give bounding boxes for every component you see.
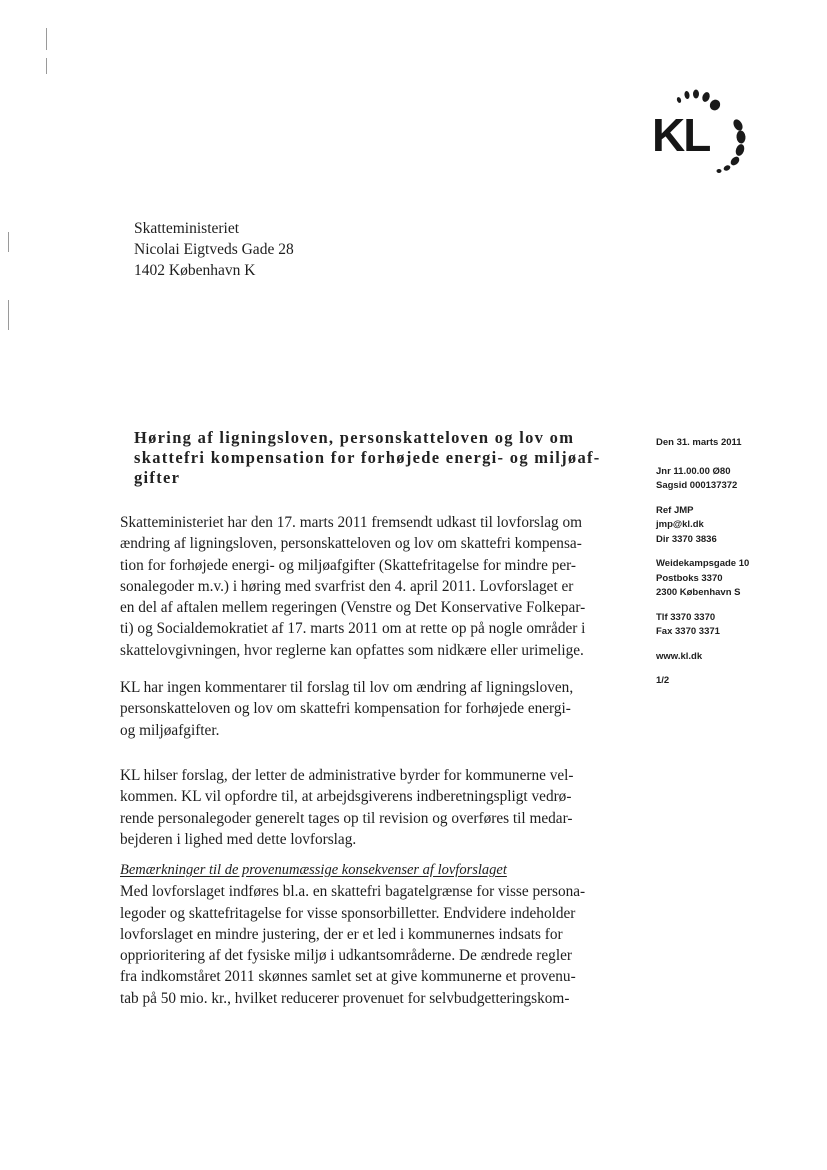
page-number-block xyxy=(656,674,806,689)
text-line: fra indkomståret 2011 skønnes samlet set at give kommunerne et provenu- xyxy=(120,968,576,986)
phone: Tlf 3370 3370 xyxy=(656,611,716,623)
title-line: Høring af ligningsloven, personskatteloven og lov om xyxy=(134,428,575,447)
text-line: tab på 50 mio. kr., hvilket reducerer provenuet for selvbudgetteringskom- xyxy=(120,989,570,1007)
text-line: opprioritering af det fysiske miljø i udkantsområderne. De ændrede regler xyxy=(120,947,572,965)
scan-mark xyxy=(46,58,47,74)
text-line: personskatteloven og lov om skattefri kompensation for forhøjede energi- xyxy=(120,700,571,718)
recipient-name: Skatteministeriet xyxy=(134,220,240,237)
text-line: sonalegoder m.v.) i høring med svarfrist den 4. april 2011. Lovforslaget er xyxy=(120,577,574,595)
text-line: tion for forhøjede energi- og miljøafgifter (Skattefritagelse for mindre per- xyxy=(120,556,577,574)
sender-postbox: Postboks 3370 xyxy=(656,572,723,584)
text-line: kommen. KL vil opfordre til, at arbejdsgiverens indberetningspligt vedrø- xyxy=(120,788,572,806)
text-line: ændring af ligningsloven, personskatteloven og lov om skattefri kompensa- xyxy=(120,535,582,553)
letter-date: Den 31. marts 2011 xyxy=(656,437,742,448)
text-line: ti) og Socialdemokratiet af 17. marts 2011 om at rette op på nogle områder i xyxy=(120,620,586,638)
direct-phone: Dir 3370 3836 xyxy=(656,533,717,545)
page-number: 1/2 xyxy=(656,675,670,686)
text-line: KL har ingen kommentarer til forslag til lov om ændring af ligningsloven, xyxy=(120,679,574,696)
text-line: bejderen i lighed med dette lovforslag. xyxy=(120,830,357,848)
reference: Ref JMP xyxy=(656,504,694,516)
fax: Fax 3370 3371 xyxy=(656,626,720,637)
sender-city: 2300 København S xyxy=(656,587,741,598)
text-line: lovforslaget en mindre justering, der er et led i kommunernes indsats for xyxy=(120,925,563,943)
title-line: skattefri kompensation for forhøjede energi- og miljøaf- xyxy=(134,448,601,467)
recipient-city: 1402 København K xyxy=(134,262,256,279)
text-line: skattelovgivningen, hvor reglerne kan opfattes som nidkære eller urimelige. xyxy=(120,641,584,659)
reference-numbers xyxy=(656,465,806,494)
recipient-street: Nicolai Eigtveds Gade 28 xyxy=(134,241,294,258)
text-line: Skatteministeriet har den 17. marts 2011 fremsendt udkast til lovforslag om xyxy=(120,514,583,531)
phone-fax xyxy=(656,611,806,640)
letter-title xyxy=(134,428,619,488)
text-line: rende personalegoder generelt tages op til revision og overføres til medar- xyxy=(120,809,573,827)
date-block xyxy=(656,436,806,451)
text-line: legoder og skattefritagelse for visse sponsorbilletter. Endvidere indeholder xyxy=(120,904,576,922)
text-line: en del af aftalen mellem regeringen (Venstre og Det Konservative Folkepar- xyxy=(120,599,586,617)
website-block xyxy=(656,650,806,665)
paragraph-no-comments xyxy=(120,677,625,741)
case-id: Sagsid 000137372 xyxy=(656,480,738,491)
scan-mark xyxy=(8,300,9,330)
sender-address xyxy=(656,557,806,601)
scan-mark xyxy=(8,232,9,252)
kl-logo xyxy=(652,88,762,178)
sender-sidebar xyxy=(656,436,806,699)
text-line: og miljøafgifter. xyxy=(120,721,220,739)
journal-number: Jnr 11.00.00 Ø80 xyxy=(656,465,731,477)
text-line: Med lovforslaget indføres bl.a. en skattefri bagatelgrænse for visse persona- xyxy=(120,883,586,901)
sender-street: Weidekampsgade 10 xyxy=(656,558,750,569)
section-subheading: Bemærkninger til de provenumæssige konsekvenser af lovforslaget xyxy=(120,862,507,878)
contact-person xyxy=(656,504,806,548)
logo-text: KL xyxy=(652,109,710,161)
contact-email: jmp@kl.dk xyxy=(656,519,704,530)
paragraph-intro xyxy=(120,512,625,661)
scan-mark xyxy=(46,28,47,50)
paragraph-consequences xyxy=(120,860,625,1009)
text-line: KL hilser forslag, der letter de administrative byrder for kommunerne vel- xyxy=(120,767,574,784)
recipient-address xyxy=(134,218,294,281)
website: www.kl.dk xyxy=(656,650,703,662)
paragraph-welcome xyxy=(120,765,625,850)
title-line: gifter xyxy=(134,468,181,487)
